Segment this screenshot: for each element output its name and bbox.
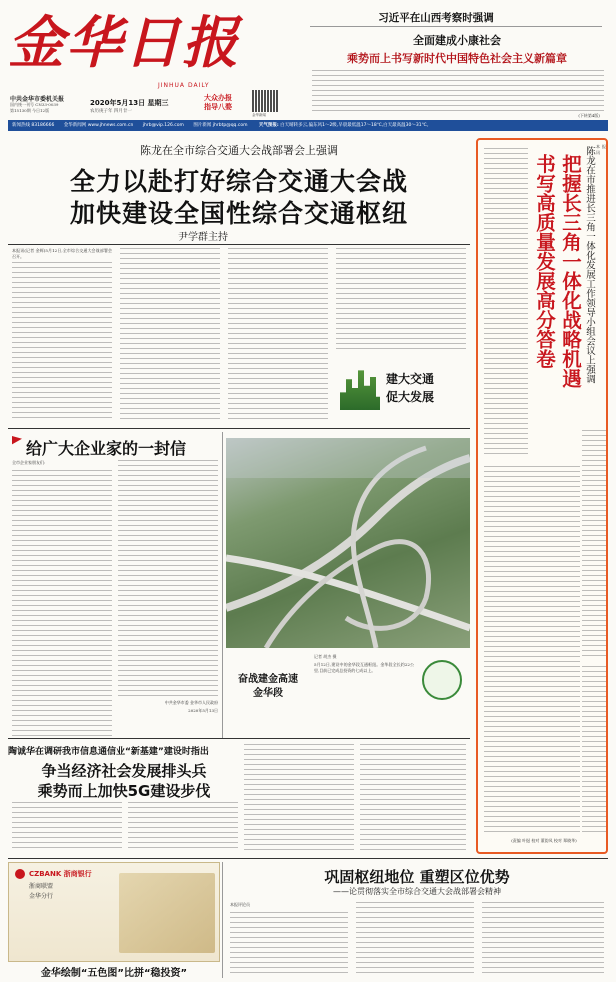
right-body-2 xyxy=(582,666,606,832)
lead-byline: 尹学群主持 xyxy=(178,232,228,243)
caption-title-2: 金华段 xyxy=(253,688,283,699)
lead-col-2 xyxy=(120,248,220,422)
top-story-jump: (下转第4版) xyxy=(578,113,600,118)
lead-col-4 xyxy=(336,248,466,352)
letter-signature: 中共金华市委 金华市人民政府 xyxy=(164,700,218,705)
bottom-left-head: 金华绘制“五色图”比拼“稳投资” xyxy=(40,968,188,979)
letter-col-1 xyxy=(12,470,112,736)
lead-story xyxy=(8,136,470,426)
caption-title-1: 奋战建金高速 xyxy=(238,674,298,685)
lunar-date: 农历庚子年 四月廿一 xyxy=(90,109,132,114)
traffic-logo-badge xyxy=(338,358,464,418)
bank-logo-icon xyxy=(15,869,25,879)
right-side-col xyxy=(484,148,528,458)
right-side-col-2 xyxy=(582,430,606,660)
right-footer: (责编 叶挺 校对 董韵凤 校对 郑晓华) xyxy=(511,838,577,843)
date-line: 2020年5月13日 星期三 xyxy=(90,99,169,107)
ad-line-3: 金华分行 xyxy=(29,893,54,900)
research-col-1 xyxy=(12,802,122,852)
party-organ: 中共金华市委机关报 xyxy=(10,96,65,103)
badge-line-2: 促大发展 xyxy=(386,390,435,404)
commentary-col-2 xyxy=(356,902,474,974)
city-skyline-icon xyxy=(340,366,380,410)
top-story-kicker: 习近平在山西考察时强调 xyxy=(378,12,494,24)
research-title-2: 乘势而上加快5G建设步伐 xyxy=(37,782,211,800)
caption-credit: 记者 胡杰 摄 xyxy=(314,654,337,659)
lead-col-3 xyxy=(228,248,328,422)
qr-code-label: 金华新闻 xyxy=(252,113,266,117)
research-title-1: 争当经济社会发展排头兵 xyxy=(41,762,207,780)
aerial-photo[interactable] xyxy=(226,438,470,648)
issue-number: 第15130期 今日12版 xyxy=(10,108,50,113)
qr-code[interactable] xyxy=(252,90,278,112)
right-title-col-2 xyxy=(532,154,554,369)
top-story-title-1: 全面建成小康社会 xyxy=(413,34,501,47)
lead-title-2: 加快建设全国性综合交通枢纽 xyxy=(69,199,408,228)
info-bar xyxy=(8,120,608,131)
right-kicker-text: 陈龙在市推进长三角一体化发展工作领导小组会议上强调 xyxy=(584,146,595,384)
right-title-2: 书写高质量发展高分答卷 xyxy=(533,154,556,369)
email[interactable]: jhrb@vip.126.com xyxy=(142,123,184,128)
commentary-subtitle: ——论贯彻落实全市综合交通大会战部署会精神 xyxy=(333,887,501,896)
weather-label: 天气预报: xyxy=(258,123,279,128)
flag-icon xyxy=(12,436,22,450)
photo-email[interactable]: 图片新闻 jhrbtp@qq.com xyxy=(193,123,248,128)
ad-graphic xyxy=(119,873,215,953)
lead-kicker: 陈龙在全市综合交通大会战部署会上强调 xyxy=(140,144,338,157)
research-col-4 xyxy=(360,744,466,852)
bank-ad[interactable] xyxy=(8,862,220,962)
hotline: 新闻热线 83186666 xyxy=(12,123,55,128)
masthead xyxy=(8,6,298,118)
ad-line-2: 浙商联盟 xyxy=(29,883,54,890)
highway-interchange-icon xyxy=(226,438,470,648)
commentary-byline: 本报评论员 xyxy=(230,902,250,907)
issn: 国内统一刊号 CN33-0039 xyxy=(10,102,59,107)
right-title-1: 把握长三角一体化战略机遇 xyxy=(559,154,582,388)
right-body xyxy=(484,466,580,832)
gold-emblem-icon xyxy=(422,660,462,700)
website[interactable]: 金华新闻网 www.jhnews.com.cn xyxy=(63,123,134,128)
letter-date: 2020年5月13日 xyxy=(188,708,218,713)
lead-title-1: 全力以赴打好综合交通大会战 xyxy=(69,167,408,196)
caption-text: 5月12日,建设中的金华段互通枢纽。金华段全长约22公里,目前已完成总投资的七成以上。 xyxy=(314,662,414,673)
research-col-2 xyxy=(128,802,238,852)
slogan-line-2: 指导八婺 xyxy=(204,103,232,111)
commentary-col-1 xyxy=(230,912,348,974)
right-author: 本报讯 xyxy=(596,144,606,155)
photo-caption xyxy=(226,650,470,710)
research-kicker: 陶诚华在调研我市信息通信业“新基建”建设时指出 xyxy=(8,747,209,757)
letter-col-2 xyxy=(118,460,218,696)
ad-line-1: CZBANK 浙商银行 xyxy=(29,870,92,878)
top-story-text xyxy=(312,70,604,112)
slogan xyxy=(204,94,232,112)
letter-salutation: 全市企业家朋友们: xyxy=(12,460,46,465)
lead-col-1 xyxy=(12,262,112,422)
right-title-col-1 xyxy=(558,154,580,388)
top-story-title-2: 乘势而上书写新时代中国特色社会主义新篇章 xyxy=(347,52,567,65)
weather-forecast: 白天晴转多云,偏东风1～2级,早晨最低温17～18℃,白天最高温30～31℃。 xyxy=(280,123,432,128)
research-col-3 xyxy=(244,744,354,852)
letter-title: 给广大企业家的一封信 xyxy=(26,439,187,458)
research-story xyxy=(8,742,470,856)
commentary-col-3 xyxy=(482,902,604,974)
masthead-title: 金华日报 xyxy=(8,10,240,76)
badge-line-1: 建大交通 xyxy=(386,372,435,386)
commentary xyxy=(226,862,608,978)
masthead-pinyin: JINHUA DAILY xyxy=(158,82,210,89)
lead-opening: 本报讯(记者 金辉)5月12日,全市综合交通大会战部署会召开。 xyxy=(12,248,112,259)
commentary-title: 巩固枢纽地位 重塑区位优势 xyxy=(324,868,510,886)
top-story xyxy=(306,6,608,118)
slogan-line-1: 大众办报 xyxy=(204,94,232,102)
letter-section xyxy=(8,432,220,738)
right-feature-box xyxy=(476,138,608,854)
right-kicker xyxy=(582,146,594,384)
